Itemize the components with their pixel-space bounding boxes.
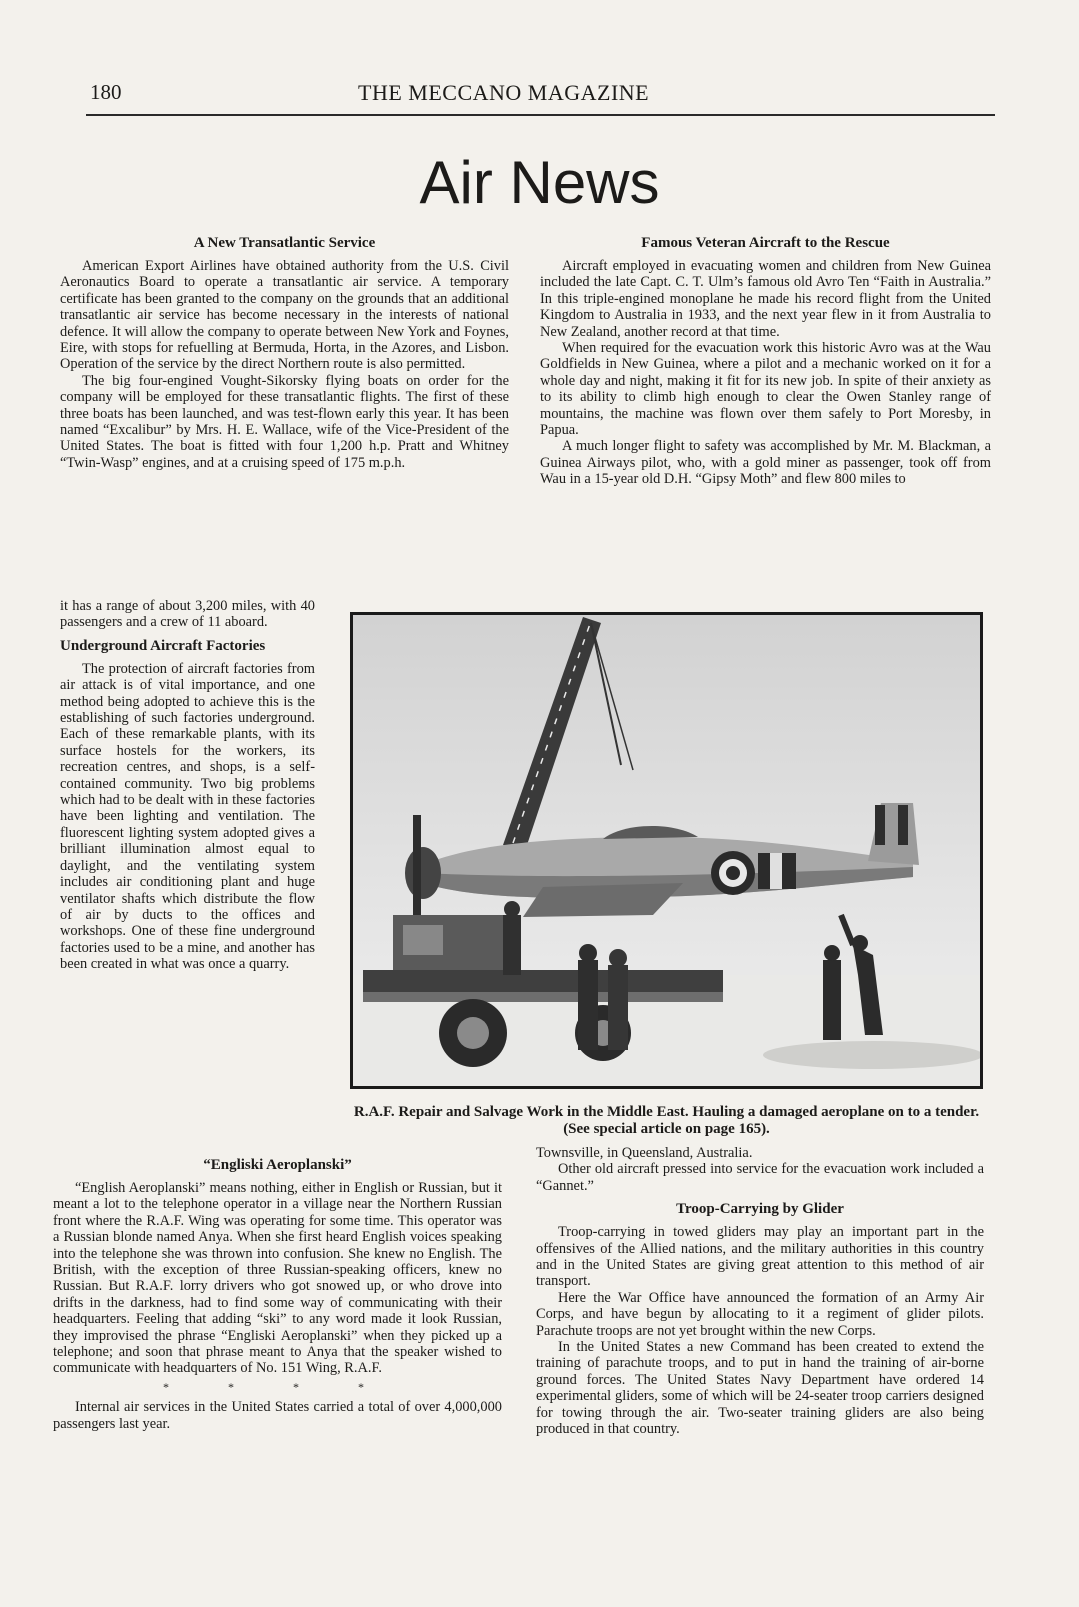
veteran-paragraph: A much longer flight to safety was accomplished by Mr. M. Blackman, a Guinea Airways pilot, who, with a gold miner as passenger, took off from Wau in a 15-year old D.H. “Gipsy Moth” and flew 800 miles to xyxy=(540,438,991,488)
transatlantic-paragraph-cont: it has a range of about 3,200 miles, with 40 passengers and a crew of 11 aboard. xyxy=(60,598,315,631)
veteran-paragraph: When required for the evacuation work this historic Avro was at the Wau Goldfields in New Guinea, where a pilot and a mechanic worked on it for a whole day and night, making it fit for its new job. In spite of their anxiety as to its ability to climb high enough to clear the Owen Stanley range of mountains, the machine was flown over them safely to Port Moresby, in Papua. xyxy=(540,340,991,439)
glider-heading: Troop-Carrying by Glider xyxy=(676,1201,844,1218)
article-englishi xyxy=(53,1156,502,1432)
photo-raf-salvage xyxy=(350,612,983,1089)
section-separator: * * * * xyxy=(163,1379,392,1394)
internal-services-paragraph: Internal air services in the United States carried a total of over 4,000,000 passengers last year. xyxy=(53,1399,502,1432)
englishi-paragraph: “English Aeroplanski” means nothing, either in English or Russian, but it meant a lot to the telephone operator in a village near the Northern Russian front where the R.A.F. Wing was operating for some time. This operator was a Russian blonde named Anya. When she first heard English voices speaking into the telephone she was thrown into confusion. She knew no English. The British, with the exception of three Russian-speaking officers, knew no Russian. But R.A.F. lorry drivers who got snowed up, or who drove into drifts in the darkness, had to find some way of communicating with their headquarters. Feeling that adding “ski” to any word made it look Russian, they improvised the phrase “Engliski Aeroplanski” when they picked up a telephone; and soon that phrase meant to Anya that the speaker wished to communicate with headquarters of No. 151 Wing, R.A.F. xyxy=(53,1180,502,1377)
glider-paragraph: Troop-carrying in towed gliders may play an important part in the offensives of the Allied nations, and the military authorities in this country and in the United States are giving great attention to this method of air transport. xyxy=(536,1224,984,1290)
englishi-heading: “Engliski Aeroplanski” xyxy=(203,1157,352,1173)
veteran-heading: Famous Veteran Aircraft to the Rescue xyxy=(641,235,890,251)
veteran-paragraph: Aircraft employed in evacuating women and children from New Guinea included the late Capt. C. T. Ulm’s famous old Avro Ten “Faith in Australia.” In this triple-engined monoplane he made his record flight from the United Kingdom to Australia in 1933, and the next year flew in it from Australia to New Zealand, another record at that time. xyxy=(540,258,991,340)
header-rule xyxy=(86,114,995,116)
veteran-paragraph: Other old aircraft pressed into service for the evacuation work included a “Gannet.” xyxy=(536,1161,984,1194)
veteran-paragraph-cont: Townsville, in Queensland, Australia. xyxy=(536,1145,753,1161)
article-transatlantic xyxy=(60,234,509,471)
transatlantic-heading: A New Transatlantic Service xyxy=(193,235,376,251)
photo-caption: R.A.F. Repair and Salvage Work in the Middle East. Hauling a damaged aeroplane on to a tender. (See special article on page 165). xyxy=(353,1104,980,1137)
magazine-title: THE MECCANO MAGAZINE xyxy=(358,80,650,105)
page-title: Air News xyxy=(419,149,660,216)
page-number: 180 xyxy=(90,80,122,104)
glider-paragraph: Here the War Office have announced the formation of an Army Air Corps, and have begun by allocating to it a regiment of glider pilots. Parachute troops are not yet brought within the new Corps. xyxy=(536,1289,984,1339)
transatlantic-paragraph: American Export Airlines have obtained authority from the U.S. Civil Aeronautics Board to operate a transatlantic air service. A temporary certificate has been granted to the company on the grounds that an additional transatlantic air service has become necessary in the interests of national defence. It will allow the company to operate between New York and Foynes, Eire, with stops for refuelling at Bermuda, Horta, in the Azores, and Lisbon. Operation of the service by the direct Northern route is also permitted. xyxy=(60,258,509,373)
transatlantic-paragraph: The big four-engined Vought-Sikorsky flying boats on order for the company will be employed for these transatlantic flights. The first of these three boats has been launched, and was test-flown early this year. It has been named “Excalibur” by Mrs. H. E. Wallace, wife of the Vice-President of the United States. The boat is fitted with four 1,200 h.p. Pratt and Whitney “Twin-Wasp” engines, and at a cruising speed of 175 m.p.h. xyxy=(60,372,509,471)
aircraft-salvage-image xyxy=(353,615,980,1086)
article-glider-column xyxy=(536,1145,984,1438)
underground-paragraph: The protection of aircraft factories from air attack is of vital importance, and one method being adopted to achieve this is the establishing of such factories underground. Each of these remarkable plants, with its surface hostels for the workers, its recreation centres, and shops, is a self-contained community. Two big problems which had to be dealt with in these factories have been lighting and ventilation. The fluorescent lighting system adopted gives a brilliant illumination almost equal to daylight, and the ventilating system includes air conditioning plant and huge ventilator shafts which distribute the flow of air by ducts to the offices and workshops. One of these fine underground factories used to be a mine, and another has been created in what was once a quarry. xyxy=(60,660,315,973)
underground-heading: Underground Aircraft Factories xyxy=(60,637,266,654)
glider-paragraph: In the United States a new Command has been created to extend the training of parachute troops, and to put in hand the training of air-borne ground forces. The United States Navy Department have ordered 14 experimental gliders, some of which will be 24-seater troop carriers designed for towing through the air. Two-seater training gliders are also being produced in that country. xyxy=(536,1339,984,1438)
article-veteran xyxy=(540,234,991,488)
article-underground-column xyxy=(60,598,315,973)
